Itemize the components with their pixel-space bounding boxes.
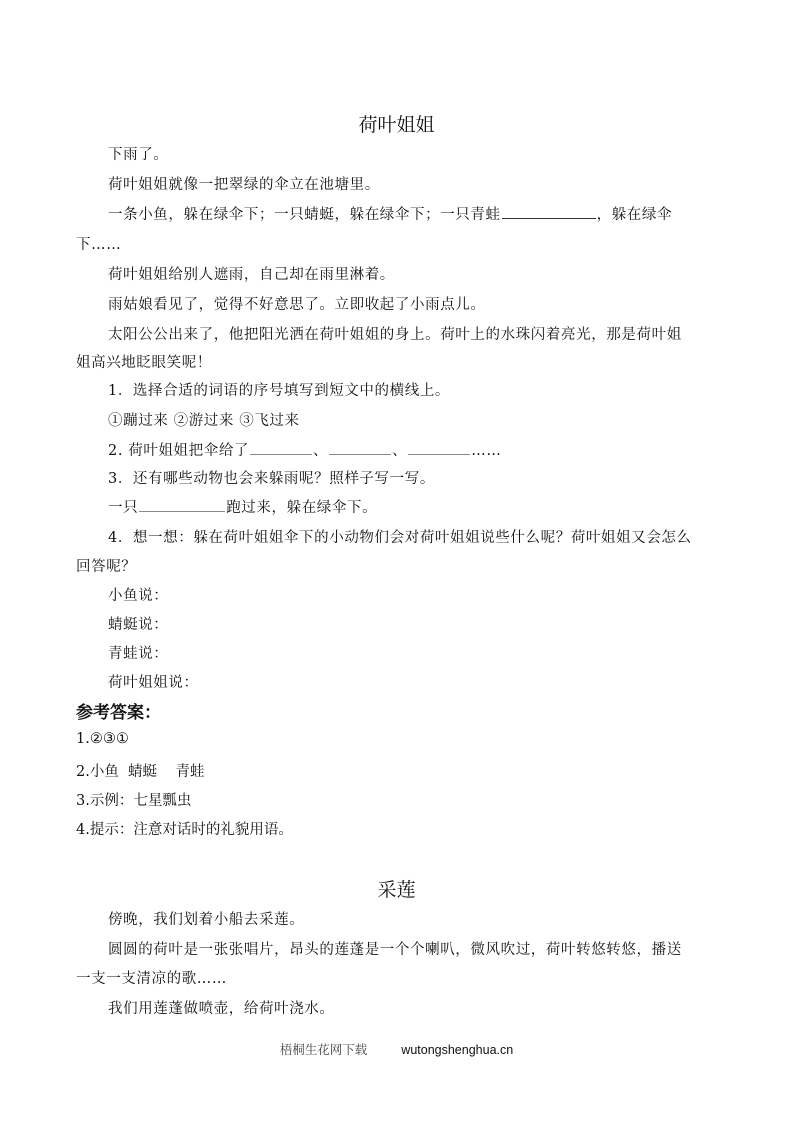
paragraph: 下…… [76, 237, 122, 253]
prompt-qingting: 蜻蜓说： [108, 617, 169, 633]
section-title-cailian: 采莲 [377, 879, 416, 901]
question-1: 1．选择合适的词语的序号填写到短文中的横线上。 [108, 383, 451, 399]
paragraph: 傍晚，我们划着小船去采莲。 [108, 912, 305, 928]
prompt-qingwa: 青蛙说： [108, 646, 169, 662]
paragraph-text: ，躲在绿伞 [596, 207, 673, 223]
separator: 、 [392, 443, 408, 459]
footer-source: 梧桐生花网下载 [279, 1042, 368, 1057]
question-3: 3．还有哪些动物也会来躲雨呢？照样子写一写。 [108, 471, 435, 487]
paragraph: 下雨了。 [108, 147, 169, 163]
question-text: 跑过来，躲在绿伞下。 [226, 500, 378, 516]
paragraph: 荷叶姐姐就像一把翠绿的伞立在池塘里。 [108, 177, 380, 193]
paragraph-with-blank [108, 203, 672, 224]
footer-url[interactable]: wutongshenghua.cn [401, 1043, 514, 1057]
fill-blank[interactable] [139, 510, 225, 512]
paragraph: 我们用莲蓬做喷壶，给荷叶浇水。 [108, 1001, 335, 1017]
fill-blank[interactable] [329, 453, 391, 455]
paragraph: 姐高兴地眨眼笑呢！ [76, 355, 212, 371]
paragraph: 雨姑娘看见了，觉得不好意思了。立即收起了小雨点儿。 [108, 297, 486, 313]
question-2 [108, 439, 501, 460]
prompt-xiaoyu: 小鱼说： [108, 588, 169, 604]
section-title-heye-jiejie: 荷叶姐姐 [358, 114, 435, 136]
question-4: 4．想一想：躲在荷叶姐姐伞下的小动物们会对荷叶姐姐说些什么呢？荷叶姐姐又会怎么 [108, 530, 692, 546]
paragraph: 荷叶姐姐给别人遮雨，自己却在雨里淋着。 [108, 267, 395, 283]
question-3-example [108, 496, 377, 517]
question-text: 一只 [108, 500, 139, 516]
answers-heading: 参考答案： [76, 703, 161, 723]
paragraph: 一支一支清凉的歌…… [76, 971, 227, 987]
answer-item: 2.小鱼 蜻蜓 青蛙 [76, 764, 205, 780]
fill-blank[interactable] [250, 453, 312, 455]
fill-blank[interactable] [502, 217, 596, 219]
prompt-heye-jiejie: 荷叶姐姐说： [108, 675, 199, 691]
question-text: 2. 荷叶姐姐把伞给了 [108, 443, 250, 459]
ellipsis: …… [471, 443, 502, 459]
paragraph-text: 一条小鱼，躲在绿伞下；一只蜻蜓，躲在绿伞下；一只青蛙 [108, 207, 501, 223]
answer-item: 1.②③① [76, 731, 129, 747]
separator: 、 [313, 443, 329, 459]
question-1-options: ①蹦过来 ②游过来 ③飞过来 [108, 413, 300, 429]
paragraph: 太阳公公出来了，他把阳光洒在荷叶姐姐的身上。荷叶上的水珠闪着亮光，那是荷叶姐 [108, 327, 682, 343]
paragraph: 圆圆的荷叶是一张张唱片，昂头的莲蓬是一个个喇叭，微风吹过，荷叶转悠转悠，播送 [108, 942, 682, 958]
answer-item: 4.提示：注意对话时的礼貌用语。 [76, 822, 293, 838]
answer-item: 3.示例：七星瓢虫 [76, 793, 192, 809]
fill-blank[interactable] [408, 453, 470, 455]
question-4-cont: 回答呢？ [76, 559, 137, 575]
page-footer [0, 1040, 793, 1058]
